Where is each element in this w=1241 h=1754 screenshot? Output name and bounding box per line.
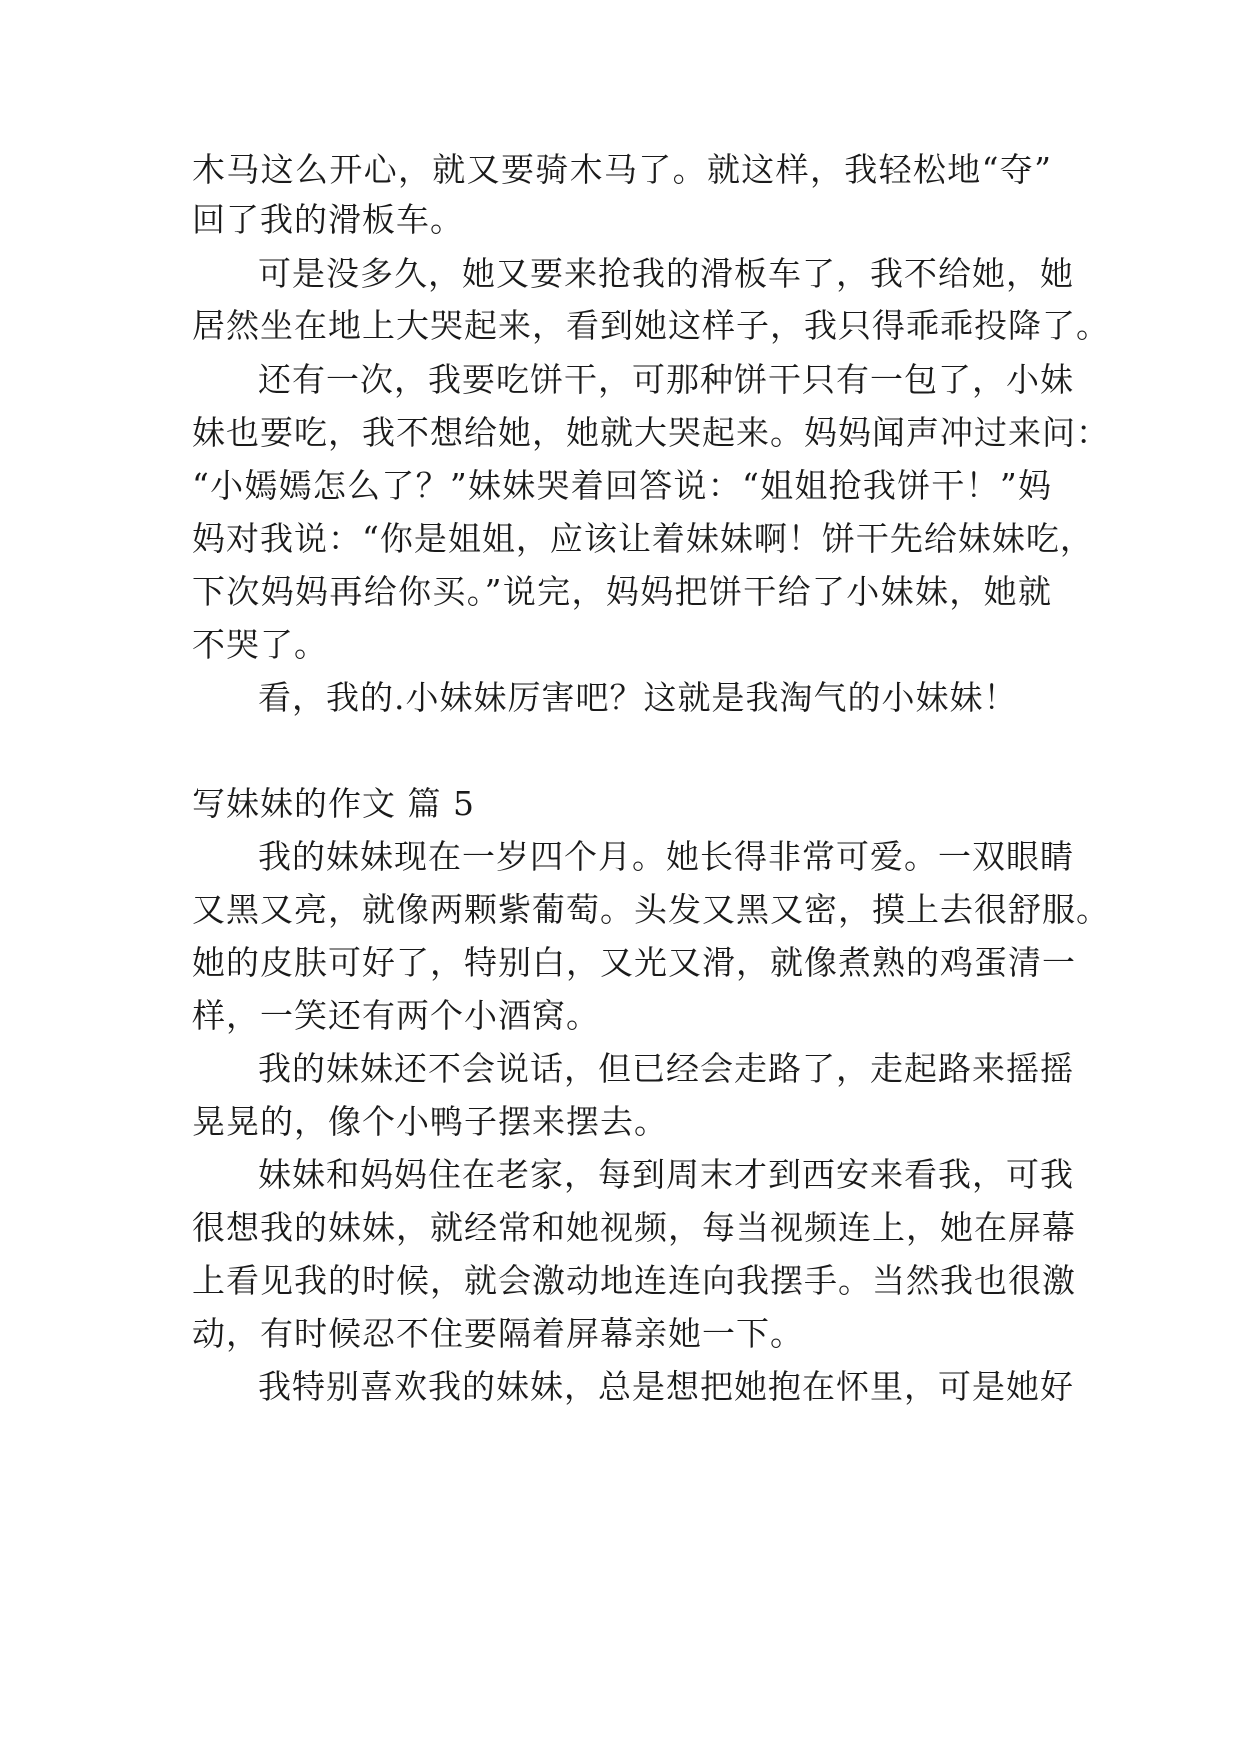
text-line: 样，一笑还有两个小酒窝。: [192, 996, 600, 1035]
text-line: 上看见我的时候，就会激动地连连向我摆手。当然我也很激: [192, 1261, 1076, 1300]
text-line: 看，我的.小妹妹厉害吧？这就是我淘气的小妹妹！: [258, 678, 1018, 717]
section-heading: 写妹妹的作文 篇 5: [192, 784, 475, 823]
text-line: 回了我的滑板车。: [192, 200, 464, 239]
text-line: 妹妹和妈妈住在老家，每到周末才到西安来看我，可我: [258, 1155, 1074, 1194]
text-line: 妈对我说：“你是姐姐，应该让着妹妹啊！饼干先给妹妹吃，: [192, 519, 1094, 558]
text-line: 木马这么开心，就又要骑木马了。就这样，我轻松地“夺”: [192, 150, 1052, 189]
text-line: “小嫣嫣怎么了？”妹妹哭着回答说：“姐姐抢我饼干！”妈: [192, 466, 1052, 505]
text-line: 晃晃的，像个小鸭子摆来摆去。: [192, 1102, 668, 1141]
text-line: 可是没多久，她又要来抢我的滑板车了，我不给她，她: [258, 254, 1074, 293]
text-line: 很想我的妹妹，就经常和她视频，每当视频连上，她在屏幕: [192, 1208, 1076, 1247]
text-line: 我的妹妹还不会说话，但已经会走路了，走起路来摇摇: [258, 1049, 1074, 1088]
text-line: 还有一次，我要吃饼干，可那种饼干只有一包了，小妹: [258, 360, 1074, 399]
text-line: 不哭了。: [192, 625, 328, 664]
text-line: 下次妈妈再给你买。”说完，妈妈把饼干给了小妹妹，她就: [192, 572, 1052, 611]
text-line: 妹也要吃，我不想给她，她就大哭起来。妈妈闻声冲过来问：: [192, 413, 1110, 452]
text-line: 动，有时候忍不住要隔着屏幕亲她一下。: [192, 1314, 804, 1353]
text-line: 又黑又亮，就像两颗紫葡萄。头发又黑又密，摸上去很舒服。: [192, 890, 1110, 929]
text-line: 我的妹妹现在一岁四个月。她长得非常可爱。一双眼睛: [258, 837, 1074, 876]
text-line: 她的皮肤可好了，特别白，又光又滑，就像煮熟的鸡蛋清一: [192, 943, 1076, 982]
text-line: 我特别喜欢我的妹妹，总是想把她抱在怀里，可是她好: [258, 1367, 1074, 1406]
text-line: 居然坐在地上大哭起来，看到她这样子，我只得乖乖投降了。: [192, 306, 1110, 345]
